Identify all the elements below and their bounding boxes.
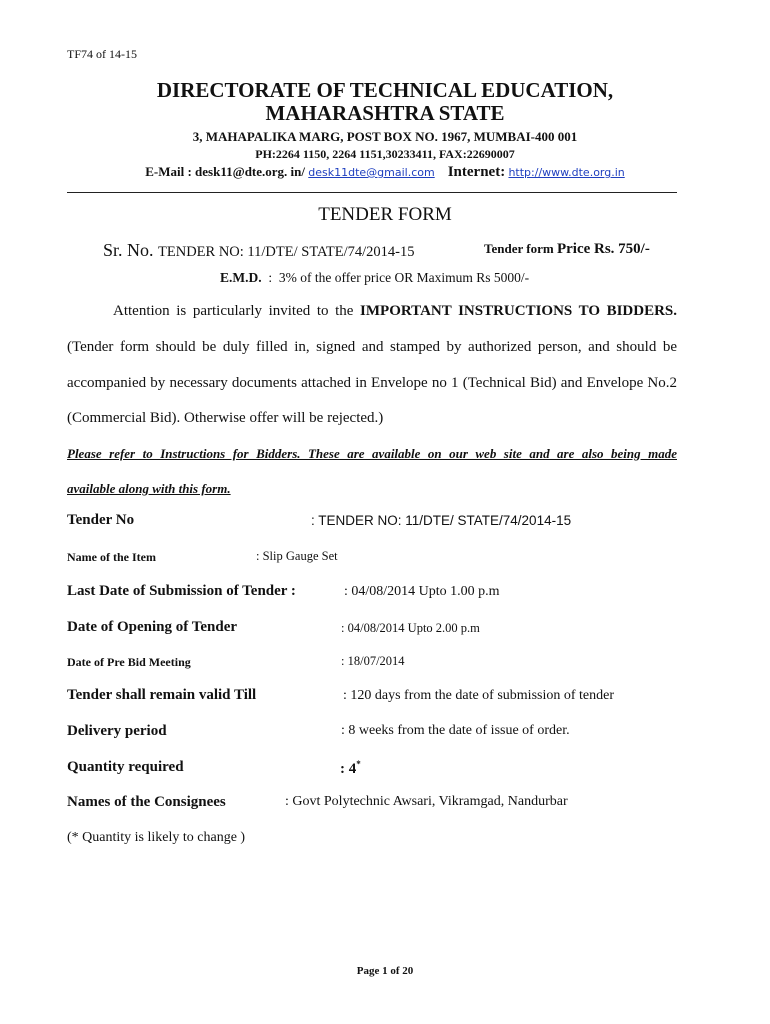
note-line-3: (Commercial Bid). Otherwise offer will be rejected.) (67, 410, 384, 426)
note-line-2: accompanied by necessary documents attached in Envelope no 1 (Technical Bid) and Envelope No.2 (67, 375, 677, 391)
attention-prefix: Attention is particularly invited to the (113, 303, 354, 319)
delivery-label: Delivery period (67, 723, 167, 739)
item-name-value: : Slip Gauge Set (256, 549, 338, 563)
consignees-label: Names of the Consignees (67, 794, 226, 810)
quantity-label: Quantity required (67, 759, 184, 775)
org-phone: PH:2264 1150, 2264 1151,30233411, FAX:22690007 (255, 147, 515, 161)
price-value: Price Rs. 750/- (556, 241, 650, 257)
consignees-value: : Govt Polytechnic Awsari, Vikramgad, Nandurbar (285, 794, 568, 809)
contact-line (0, 164, 770, 181)
org-title-line1: DIRECTORATE OF TECHNICAL EDUCATION, (156, 78, 614, 102)
emd-line (220, 270, 529, 286)
refer-line-1: Please refer to Instructions for Bidders. These are available on our web site and are also being made (67, 446, 677, 461)
validity-value: : 120 days from the date of submission of tender (343, 688, 615, 703)
quantity-value-line (340, 759, 361, 778)
serial-value: TENDER NO: 11/DTE/ STATE/74/2014-15 (158, 244, 415, 260)
emd-label: E.M.D. (220, 270, 262, 285)
email-link[interactable]: desk11dte@gmail.com (308, 166, 435, 179)
attention-bold: IMPORTANT INSTRUCTIONS TO BIDDERS. (360, 303, 678, 319)
validity-label: Tender shall remain valid Till (67, 687, 257, 703)
page-number: Page 1 of 20 (356, 965, 414, 977)
org-address: 3, MAHAPALIKA MARG, POST BOX NO. 1967, MUMBAI-400 001 (192, 129, 578, 144)
header-divider (67, 192, 677, 193)
last-date-label: Last Date of Submission of Tender : (67, 583, 296, 599)
prebid-date-label: Date of Pre Bid Meeting (67, 655, 191, 669)
quantity-footnote-mark: * (356, 759, 361, 769)
opening-date-value: : 04/08/2014 Upto 2.00 p.m (341, 621, 480, 635)
tender-form-price (484, 241, 650, 258)
org-title-line2: MAHARASHTRA STATE (265, 101, 505, 125)
quantity-note: (* Quantity is likely to change ) (67, 830, 246, 845)
opening-date-label: Date of Opening of Tender (67, 619, 238, 635)
refer-line-2: available along with this form. (67, 481, 231, 496)
tender-no-value: : TENDER NO: 11/DTE/ STATE/74/2014-15 (311, 513, 572, 528)
emd-separator: : (268, 270, 273, 285)
last-date-value: : 04/08/2014 Upto 1.00 p.m (344, 584, 500, 599)
prebid-date-value: : 18/07/2014 (341, 654, 405, 668)
item-name-label: Name of the Item (67, 550, 156, 564)
emd-value: 3% of the offer price OR Maximum Rs 5000/- (278, 270, 530, 285)
serial-number (103, 240, 414, 261)
tender-no-label: Tender No (67, 512, 135, 528)
attention-line (113, 303, 677, 320)
form-title: TENDER FORM (318, 204, 452, 225)
quantity-value: : 4 (340, 761, 357, 777)
website-link[interactable]: http://www.dte.org.in (508, 166, 625, 179)
price-prefix: Tender form (484, 241, 554, 256)
serial-prefix: Sr. No. (103, 240, 154, 260)
document-reference: TF74 of 14-15 (67, 47, 137, 61)
delivery-value: : 8 weeks from the date of issue of order. (341, 723, 570, 738)
internet-label: Internet: (447, 164, 506, 180)
email-label: E-Mail : desk11@dte.org. in/ (145, 164, 306, 179)
note-line-1: (Tender form should be duly filled in, signed and stamped by authorized person, and should be (67, 339, 677, 355)
